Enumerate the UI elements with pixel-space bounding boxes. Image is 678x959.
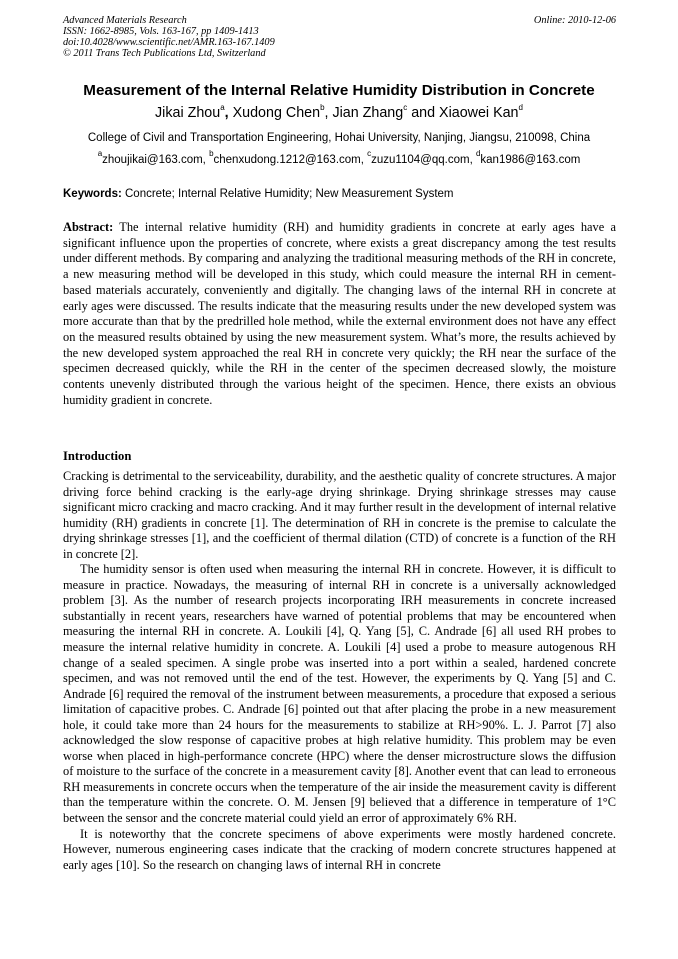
email-separator: ,: [360, 154, 368, 166]
online-date: Online: 2010-12-06: [533, 15, 616, 26]
author-mark: d: [518, 103, 523, 112]
author-separator: ,: [224, 105, 233, 121]
abstract-label: Abstract:: [63, 220, 114, 234]
email-mark: d: [475, 149, 481, 158]
author-mark: a: [220, 103, 225, 112]
journal-copyright: © 2011 Trans Tech Publications Ltd, Switzerland: [63, 48, 266, 59]
author-name: Xudong Chen: [232, 105, 321, 121]
journal-issn: ISSN: 1662-8985, Vols. 163-167, pp 1409-1413: [63, 26, 259, 37]
introduction-body: [63, 469, 616, 873]
abstract-text: The internal relative humidity (RH) and humidity gradients in concrete at early ages have a significant influence upon the properties of concrete, where exists a great discrepancy among the test results under different methods. By comparing and analyzing the traditional measuring methods of the RH in concrete, a new measuring method will be developed in this study, which could measure the internal RH in cement-based materials accurately, conveniently and digitally. The changing laws of the internal RH in concrete at early ages were discussed. The results indicate that the measuring results under the new developed system was more accurate than that by the predrilled hole method, while the external environment does not have any effect on the measured results obtained by using the new measurement system. What’s more, the results achieved by the new developed system approached the real RH in concrete very quickly; the RH near the surface of the specimen decreased quickly, while the RH in the center of the specimen decreased slowly, the moisture contents unevenly distributed through the various height of the specimen. Hence, there exists an obvious humidity gradient in concrete.: [63, 220, 616, 407]
email-address: kan1986@163.com: [480, 154, 581, 166]
journal-doi: doi:10.4028/www.scientific.net/AMR.163-167.1409: [63, 37, 275, 48]
journal-name: Advanced Materials Research: [63, 15, 187, 26]
body-paragraph: The humidity sensor is often used when measuring the internal RH in concrete. However, it is difficult to measure in practice. Nowadays, the measuring of internal RH in concrete is a universally acknowledged problem [3]. As the number of research projects incorporating IRH measurements in concrete increased substantially in recent years, researchers have warned of potential problems that may be encountered when measuring the internal RH in concrete. A. Loukili [4], Q. Yang [5], C. Andrade [6] all used RH probes to measure the internal relative humidity in concrete. A. Loukili [4] used a probe to measure autogenous RH change of a sealed specimen. A single probe was inserted into a port within a sealed, hardened concrete specimen, and was not removed until the end of the test. However, the experiments by Q. Yang [5] and C. Andrade [6] required the removal of the instrument between measurements, a procedure that exposed a serious limitation of capacitive probes. C. Andrade [6] pointed out that after placing the probe in a new measurement hole, it could take more than 24 hours for the measurements to stabilize at RH>90%. L. J. Parrot [7] also acknowledged the slow response of capacitive probes at high relative humidity. This problem may be even worse when placed in high-performance concrete (HPC) where the denser microstructure slows the diffusion of moisture to the surface of the concrete in a measurement cavity [8]. Another event that can lead to erroneous RH measurements in concrete occurs when the temperature of the air inside the measurement cavity is different than the temperature within the concrete. O. M. Jensen [9] believed that a difference in temperature of 1°C between the sensor and the concrete material could yield an error of approximately 6% RH.: [63, 562, 617, 826]
paper-title: Measurement of the Internal Relative Humidity Distribution in Concrete: [83, 82, 595, 99]
body-paragraph: Cracking is detrimental to the serviceability, durability, and the aesthetic quality of concrete structures. A major driving force behind cracking is the early-age drying shrinkage. Drying shrinkage stresses may cause significant micro cracking and macro cracking. And it may further result in the development of internal relative humidity (RH) gradients in concrete [1]. The determination of RH in concrete is the premise to calculate the drying shrinkage stresses [1], and the coefficient of thermal dilation (CTD) of concrete is a function of the RH in concrete [2].: [63, 469, 616, 561]
email-mark: b: [209, 149, 214, 158]
affiliation: College of Civil and Transportation Engineering, Hohai University, Nanjing, Jiangsu, 210098, China: [87, 132, 591, 144]
email-mark: a: [97, 149, 103, 158]
email-address: zhoujikai@163.com: [102, 154, 203, 166]
email-address: chenxudong.1212@163.com: [213, 154, 361, 166]
author-list: [40, 103, 638, 123]
author-name: Jikai Zhou: [155, 105, 221, 121]
keywords-text: Concrete; Internal Relative Humidity; New Measurement System: [125, 188, 454, 200]
email-separator: ,: [202, 154, 210, 166]
keywords: [63, 187, 616, 202]
author-separator: ,: [324, 105, 333, 121]
email-separator: ,: [469, 154, 476, 166]
email-mark: c: [367, 149, 372, 158]
keywords-label: Keywords:: [63, 188, 122, 200]
author-mark: c: [403, 103, 408, 112]
abstract: [63, 220, 616, 408]
email-address: zuzu1104@qq.com: [371, 154, 470, 166]
author-name: Xiaowei Kan: [439, 105, 519, 121]
journal-header: [63, 15, 616, 59]
body-paragraph: It is noteworthy that the concrete specimens of above experiments were mostly hardened concrete. However, numerous engineering cases indicate that the cracking of modern concrete structures happened at early ages [10]. So the research on changing laws of internal RH in concrete: [63, 826, 616, 872]
author-separator: and: [407, 105, 440, 121]
author-mark: b: [320, 103, 325, 112]
section-heading-introduction: Introduction: [63, 449, 132, 463]
author-name: Jian Zhang: [332, 105, 404, 121]
email-list: [30, 149, 648, 168]
